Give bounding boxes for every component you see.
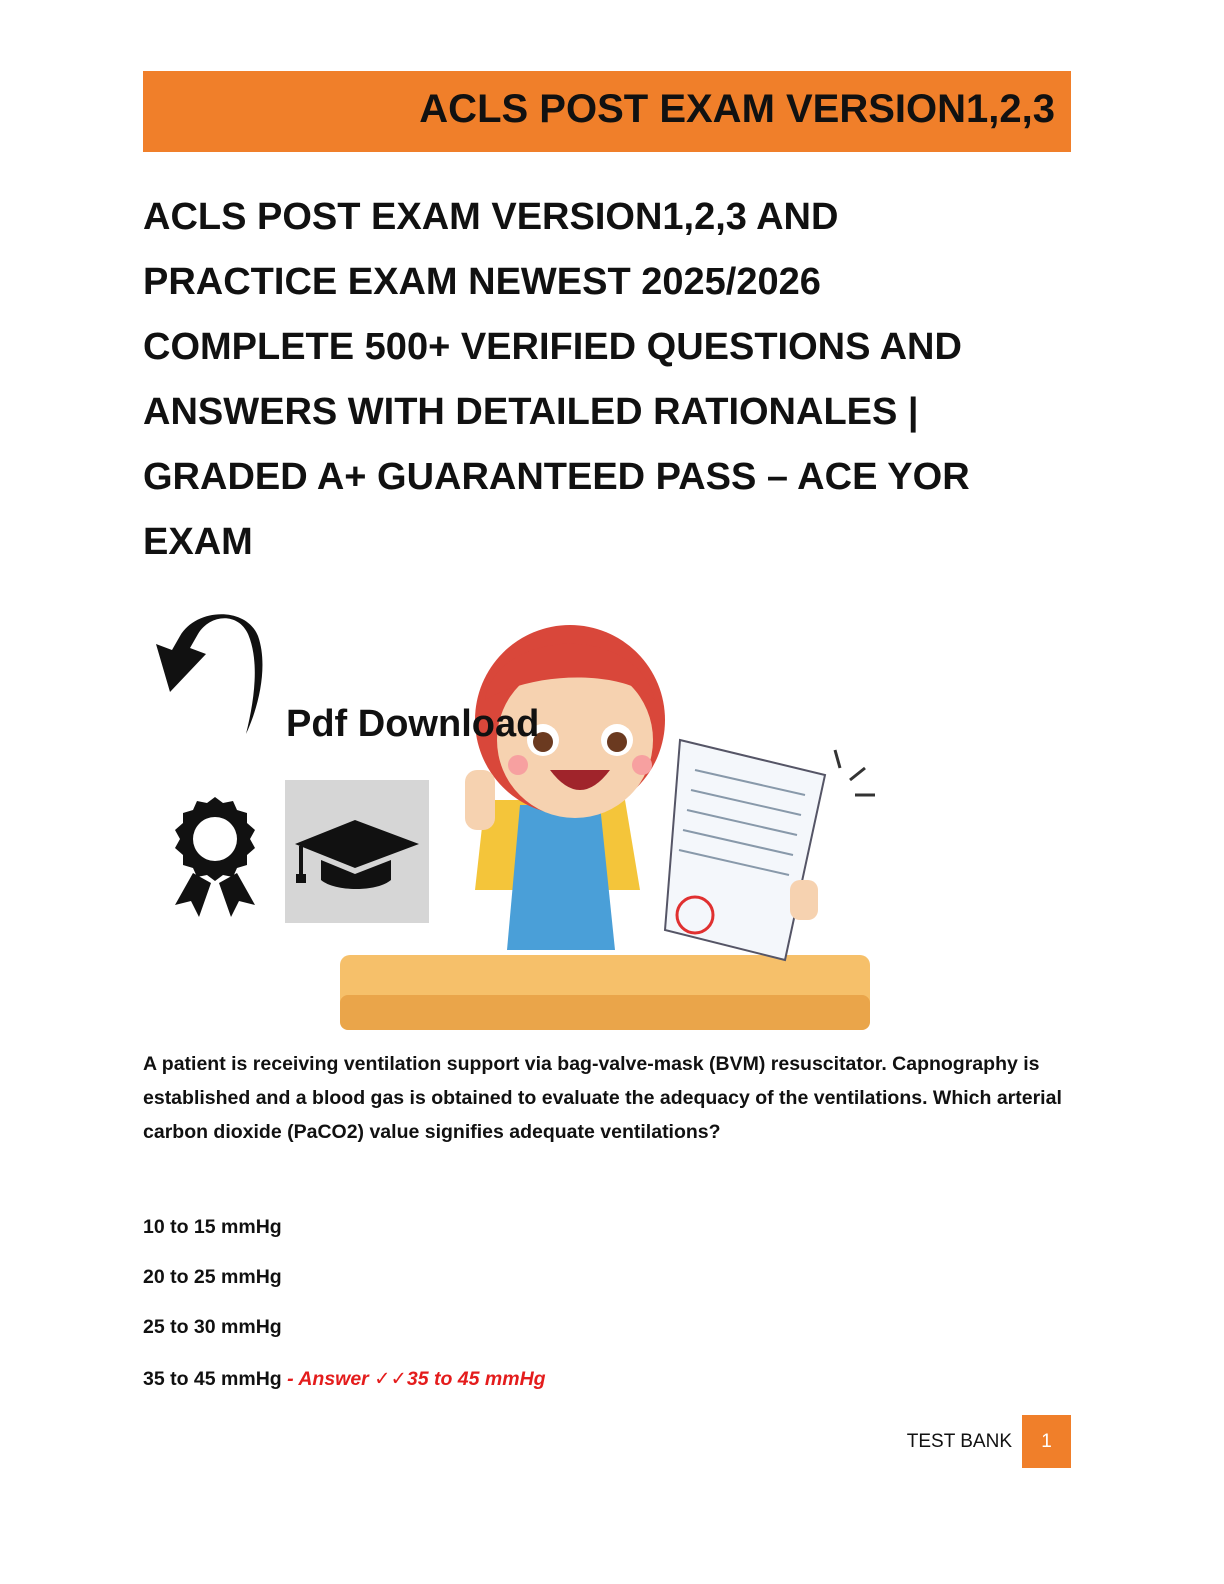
- document-title: [143, 185, 1073, 575]
- page-number: 1: [1022, 1415, 1071, 1468]
- answer-key: Answer ✓✓35 to 45 mmHg: [298, 1368, 546, 1390]
- option-text: 35 to 45 mmHg: [143, 1368, 282, 1390]
- footer-label: TEST BANK: [906, 1431, 1012, 1452]
- header-bar: [143, 71, 1071, 152]
- title-line: PRACTICE EXAM NEWEST 2025/2026: [143, 261, 821, 303]
- title-line: ACLS POST EXAM VERSION1,2,3 AND: [143, 196, 839, 238]
- title-line: COMPLETE 500+ VERIFIED QUESTIONS AND: [143, 326, 962, 368]
- title-line: GRADED A+ GUARANTEED PASS – ACE YOR: [143, 456, 970, 498]
- answer-separator: -: [281, 1368, 299, 1390]
- answer-option: 20 to 25 mmHg: [143, 1266, 282, 1288]
- answer-option: 25 to 30 mmHg: [143, 1316, 282, 1338]
- header-title: ACLS POST EXAM VERSION1,2,3: [419, 87, 1055, 131]
- answer-option-correct: [143, 1367, 546, 1391]
- pdf-download-label: Pdf Download: [286, 703, 540, 745]
- title-line: ANSWERS WITH DETAILED RATIONALES |: [143, 391, 919, 433]
- curved-arrow-icon: [150, 612, 266, 734]
- student-with-test-illustration: [335, 590, 895, 1035]
- title-line: EXAM: [143, 521, 253, 563]
- question-text: A patient is receiving ventilation support via bag-valve-mask (BVM) resuscitator. Capnography is established and a blood gas is obtained to evaluate the adequacy of the ventilations. Which arterial carbon dioxide (PaCO2) value signifies adequate ventilations?: [143, 1053, 1062, 1143]
- answer-option: 10 to 15 mmHg: [143, 1216, 282, 1238]
- award-ribbon-icon: [165, 795, 265, 920]
